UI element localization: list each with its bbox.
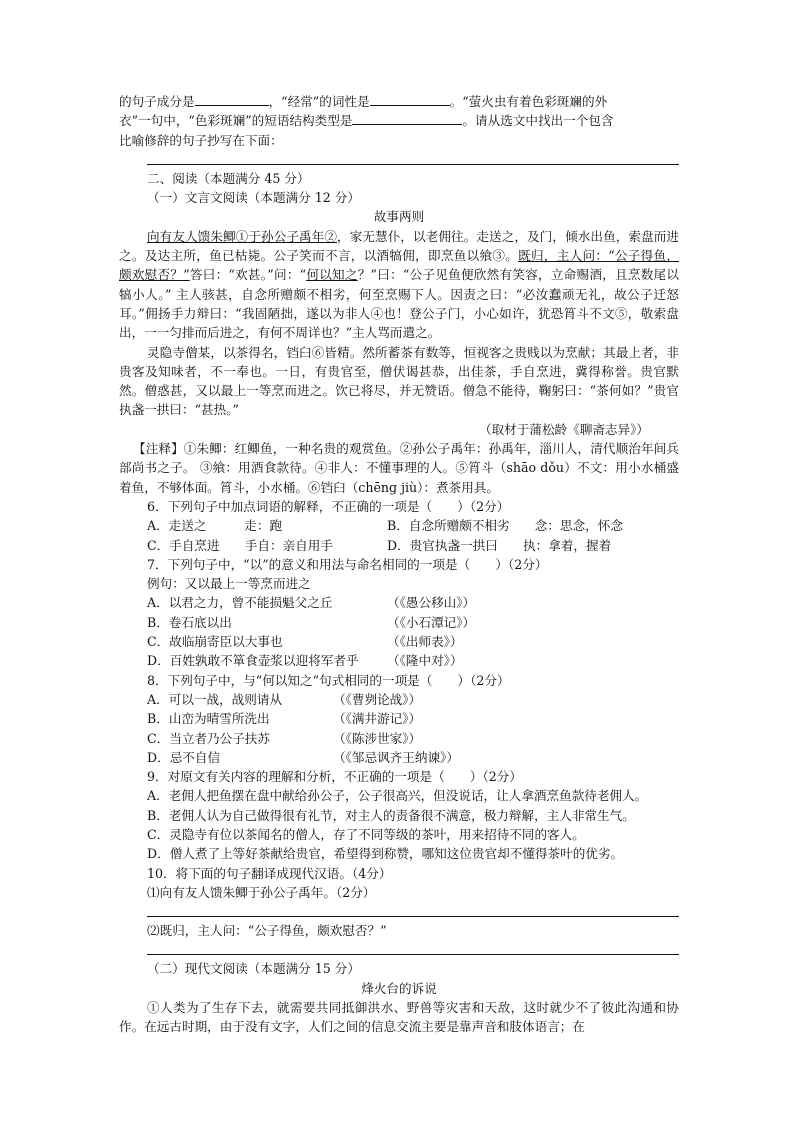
q7-option-a[interactable]: A．以君之力，曾不能损魁父之丘 （《愚公移山》） — [147, 595, 476, 611]
section-title: 二、阅读（本题满分 45 分） — [147, 170, 310, 186]
exam-page — [119, 92, 679, 1037]
q7-option-b[interactable]: B．卷石底以出 （《小石潭记》） — [147, 614, 476, 630]
q6-option-c[interactable]: C．手自烹进 手自：亲自用手 — [147, 537, 333, 553]
q7-option-d[interactable]: D．百姓孰敢不箪食壶浆以迎将军者乎 （《隆中对》） — [147, 653, 463, 669]
q-intro-line2: 衣”一句中，“色彩斑斓”的短语结构类型是 。请从选文中找出一个包含 — [119, 113, 614, 129]
q8-option-b[interactable]: B．山峦为晴雪所洗出 （《满井游记》） — [147, 711, 422, 727]
answer-line[interactable] — [147, 940, 679, 955]
q6-stem: 6．下列句子中加点词语的解释，不正确的一项是（ ）（2分） — [147, 498, 510, 514]
answer-blank[interactable] — [370, 93, 450, 106]
q9-stem: 9．对原文有关内容的理解和分析，不正确的一项是（ ）（2分） — [147, 769, 522, 785]
q7-example: 例句：又以最上一等烹而进之 — [147, 576, 311, 592]
q7-stem: 7．下列句子中，“以”的意义和用法与命名相同的一项是（ ）（2分） — [147, 556, 548, 572]
q9-option-c[interactable]: C．灵隐寺有位以茶闻名的僧人，存了不同等级的茶叶，用来招待不同的客人。 — [147, 826, 585, 842]
answer-blank[interactable] — [195, 93, 269, 106]
q6-options-row1 — [119, 516, 679, 535]
q10-stem: 10．将下面的句子翻译成现代汉语。（4分） — [147, 865, 392, 881]
q6-option-b[interactable]: B．自念所赠颇不相劣 念：思念，怀念 — [387, 518, 623, 534]
answer-line[interactable] — [147, 150, 679, 165]
answer-line[interactable] — [147, 902, 679, 917]
q10-sentence1: ⑴向有友人馈朱鲫于孙公子禹年。（2分） — [147, 884, 376, 900]
subsection-title: （一）文言文阅读（本题满分 12 分） — [147, 190, 360, 206]
passage2-paragraph1: ①人类为了生存下去，就需要共同抵御洪水、野兽等灾害和天敌，这时就少不了彼此沟通和协作。在远古时期，由于没有文字，人们之间的信息交流主要是靠声音和肢体语言；在 — [119, 1000, 679, 1035]
story2-paragraph: 灵隐寺僧某，以茶得名，铛臼⑥皆精。然所蓄茶有数等，恒视客之贵贱以为烹献；其最上者，非贵客及知味者，不一奉也。一日，有贵官至，僧伏谒甚恭，出佳茶，手自烹进，冀得称誉。贵官默然。僧惑甚，又以最上一等烹而进之。饮已将尽，并无赞语。僧急不能待，鞠躬曰：“茶何如？”贵官执盏一拱曰：“甚热。” — [119, 344, 679, 418]
q6-option-d[interactable]: D．贵官执盏一拱曰 执：拿着，握着 — [387, 537, 612, 553]
q9-option-a[interactable]: A．老佣人把鱼摆在盘中献给孙公子，公子很高兴，但没说话，让人拿酒烹鱼款待老佣人。 — [147, 788, 648, 804]
q9-option-b[interactable]: B．老佣人认为自己做得很有礼节，对主人的责备很不满意，极力辩解，主人非常生气。 — [147, 807, 635, 823]
answer-blank[interactable] — [352, 112, 462, 125]
passage-title: 故事两则 — [373, 209, 425, 225]
subsection-title: （二）现代文阅读（本题满分 15 分） — [147, 961, 360, 977]
q10-sentence2: ⑵既归，主人问：“公子得鱼，颇欢慰否？” — [147, 923, 387, 939]
passage2-title: 烽火台的诉说 — [361, 980, 437, 996]
q7-option-c[interactable]: C．故临崩寄臣以大事也 （《出师表》） — [147, 634, 463, 650]
q8-option-d[interactable]: D．忌不自信 （《邹忌讽齐王纳谏》） — [147, 749, 459, 765]
q-intro-line1: 的句子成分是 ，“经常”的词性是 。“萤火虫有着色彩斑斓的外 — [119, 94, 608, 109]
q8-option-a[interactable]: A．可以一战，战则请从 （《曹刿论战》） — [147, 691, 422, 707]
q8-option-c[interactable]: C．当立者乃公子扶苏 （《陈涉世家》） — [147, 730, 422, 746]
q-intro-line3: 比喻修辞的句子抄写在下面： — [119, 132, 283, 148]
q6-options-row2 — [119, 536, 679, 555]
q6-option-a[interactable]: A．走送之 走：跑 — [147, 518, 283, 534]
source-citation: （取材于蒲松龄《聊斋志异》） — [478, 421, 649, 437]
q8-stem: 8．下列句子中，与“何以知之”句式相同的一项是（ ）（2分） — [147, 672, 510, 688]
q9-option-d[interactable]: D．僧人煮了上等好茶献给贵官，希望得到称赞，哪知这位贵官却不懂得茶叶的优劣。 — [147, 846, 624, 862]
notes: 【注释】①朱鲫：红鲫鱼，一种名贵的观赏鱼。②孙公子禹年：孙禹年，淄川人，清代顺治年间兵部尚书之子。 ③飨：用酒食款待。④非人：不懂事理的人。⑤筲斗（shāo dǒu）不文：用小水桶盛着鱼，不够体面。筲斗，小水桶。⑥铛臼（chēng jiù）：煮茶用具。 — [119, 441, 679, 495]
story1-paragraph: 向有友人馈朱鲫①于孙公子禹年②，家无慧仆，以老佣往。走送之，及门，倾水出鱼，索盘而进之。及达主所，鱼已枯毙。公子笑而不言，以酒犒佣，即烹鱼以飨③。既归，主人问：“公子得鱼，颇欢慰否？”答曰：“欢甚。”问：“何以知之？”曰：“公子见鱼便欣然有笑容，立命赐酒，且烹数尾以犒小人。” 主人骇甚，自念所赠颇不相劣，何至烹赐下人。因责之曰：“必汝蠢顽无礼，故公子迁怒耳。”佣扬手力辩曰：“我固陋拙，遂以为非人④也！登公子门，小心如许，犹恐筲斗不文⑤，敬索盘出，一一匀排而后进之，有何不周详也？”主人骂而遣之。 — [119, 228, 680, 341]
